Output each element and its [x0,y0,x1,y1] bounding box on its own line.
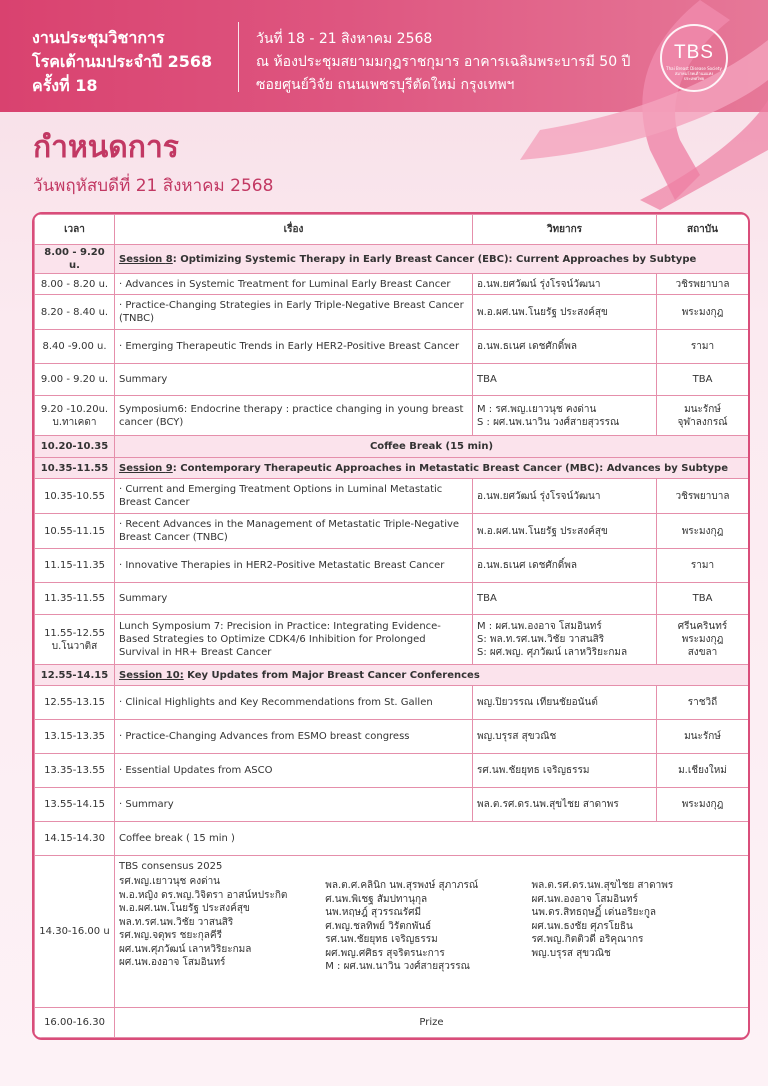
pink-ribbon-icon [500,0,768,210]
time-cell: 16.00-16.30 [35,1008,115,1038]
time-cell: 12.55-13.15 [35,686,115,720]
table-row [35,330,749,364]
event-address: ซอยศูนย์วิจัย ถนนเพชรบุรีตัดใหม่ กรุงเทพฯ [256,77,515,93]
speaker-cell: อ.นพ.ธเนศ เดชศักดิ์พล [473,549,657,583]
time-cell: 9.00 - 9.20 u. [35,364,115,396]
time-cell: 13.55-14.15 [35,788,115,822]
page-title: กำหนดการ [33,130,179,165]
speaker-cell: พ.อ.ผศ.นพ.โนยรัฐ ประสงค์สุข [473,514,657,549]
time-cell: 8.40 -9.00 u. [35,330,115,364]
time-cell: 10.55-11.15 [35,514,115,549]
consensus-column-1 [119,875,325,974]
topic-cell: · Current and Emerging Treatment Options in Luminal Metastatic Breast Cancer [115,479,473,514]
topic-cell: · Summary [115,788,473,822]
institution-cell: ราชวิถี [657,686,749,720]
table-row [35,549,749,583]
table-row [35,615,749,665]
break-row [35,436,749,458]
table-row [35,754,749,788]
institution-cell: มนะรักษ์ [657,720,749,754]
event-name-line2: โรคเต้านมประจำปี 2568 [32,52,213,71]
consensus-column-2 [325,875,531,974]
panel-member: พ.อ.หญิง ดร.พญ.วิจิตรา อาสน์หประกิต [119,889,288,901]
column-header-institution: สถาบัน [657,215,749,245]
speaker-cell: TBA [473,364,657,396]
event-name-line3: ครั้งที่ 18 [32,76,98,95]
time-cell: 10.20-10.35 [35,436,115,458]
time-cell: 11.55-12.55 บ.โนวาติส [35,615,115,665]
session-row [35,458,749,479]
table-row [35,364,749,396]
session-label: Session 9 [119,462,173,474]
page-subtitle: วันพฤหัสบดีที่ 21 สิงหาคม 2568 [33,176,274,196]
time-cell: 10.35-10.55 [35,479,115,514]
consensus-cell [115,856,749,1008]
session-row [35,665,749,686]
speaker-cell: พญ.บรุรส สุขวณิช [473,720,657,754]
table-row [35,788,749,822]
panel-member: รศ.นพ.ชัยยุทธ เจริญธรรม [325,934,438,945]
topic-cell: · Emerging Therapeutic Trends in Early HER2-Positive Breast Cancer [115,330,473,364]
institution-cell: มนะรักษ์ จุฬาลงกรณ์ [657,396,749,436]
consensus-row [35,856,749,1008]
panel-member: พญ.บรุรส สุขวณิช [531,947,611,959]
consensus-panel-list [119,873,744,974]
panel-member: ผศ.พญ.ศศิธร สุจริตรนะการ [325,947,445,959]
speaker-cell: M : รศ.พญ.เยาวนุช คงด่าน S : ผศ.นพ.นาวิน วงศ์สายสุวรรณ [473,396,657,436]
panel-member: ผศ.นพ.องอาจ โสมอินทร์ [119,957,226,968]
panel-member: M : ผศ.นพ.นาวิน วงศ์สายสุวรรณ [325,961,470,972]
event-name [32,26,232,98]
speaker-cell: พญ.ปิยวรรณ เทียนชัยอนันต์ [473,686,657,720]
consensus-title: TBS consensus 2025 [119,861,223,872]
institution-cell: พระมงกุฎ [657,514,749,549]
institution-cell: ศรีนครินทร์ พระมงกุฎ สงขลา [657,615,749,665]
panel-member: พล.ท.รศ.นพ.วิชัย วาสนสิริ [119,916,234,928]
time-cell: 8.00 - 9.20 u. [35,245,115,274]
table-row [35,720,749,754]
time-cell: 11.35-11.55 [35,583,115,615]
table-row [35,514,749,549]
speaker-cell: พ.อ.ผศ.นพ.โนยรัฐ ประสงค์สุข [473,295,657,330]
event-venue: ณ ห้องประชุมสยามมกุฎราชกุมาร อาคารเฉลิมพระบารมี 50 ปี [256,54,631,70]
speaker-cell: รศ.นพ.ชัยยุทธ เจริญธรรม [473,754,657,788]
sponsor-label: บ.ทาเคดา [52,416,97,428]
tbs-logo-text: TBS [674,42,714,63]
time-cell: 14.15-14.30 [35,822,115,856]
panel-member: พล.ต.รศ.ดร.นพ.สุขไชย สาดาพร [531,880,674,891]
institution-cell: พระมงกุฎ [657,295,749,330]
column-header-speaker: วิทยากร [473,215,657,245]
schedule-table [34,214,749,1038]
header-divider [238,22,239,92]
session-title: Session 8: Optimizing Systemic Therapy in Early Breast Cancer (EBC): Current Approaches by Subtype [115,245,749,274]
table-row [35,686,749,720]
institution-cell: รามา [657,549,749,583]
panel-member: รศ.พญ.เยาวนุช คงด่าน [119,876,221,887]
sponsor-label: บ.โนวาติส [51,640,98,652]
topic-cell: · Advances in Systemic Treatment for Luminal Early Breast Cancer [115,274,473,295]
table-row [35,1008,749,1038]
topic-cell: Symposium6: Endocrine therapy : practice changing in young breast cancer (BCY) [115,396,473,436]
table-row [35,274,749,295]
session-title: Session 9: Contemporary Therapeutic Approaches in Metastatic Breast Cancer (MBC): Advances by Subtype [115,458,749,479]
time-cell: 9.20 -10.20u. บ.ทาเคดา [35,396,115,436]
time-cell: 8.00 - 8.20 u. [35,274,115,295]
institution-cell: วชิรพยาบาล [657,274,749,295]
panel-member: ศ.นพ.พิเชฐ สัมปทานุกุล [325,893,428,905]
time-cell: 13.15-13.35 [35,720,115,754]
time-cell: 14.30-16.00 u [35,856,115,1008]
panel-member: รศ.พญ.กิตติวดี อริคุณากร [531,934,644,945]
break-cell: Coffee Break (15 min) [115,436,749,458]
consensus-column-3 [532,875,738,974]
institution-cell: ม.เชียงใหม่ [657,754,749,788]
session-row [35,245,749,274]
panel-member: พล.ต.ศ.คลินิก นพ.สุรพงษ์ สุภาภรณ์ [325,880,479,891]
column-header-time: เวลา [35,215,115,245]
column-header-topic: เรื่อง [115,215,473,245]
speaker-cell: อ.นพ.ยศวัฒน์ รุ่งโรจน์วัฒนา [473,274,657,295]
table-header-row [35,215,749,245]
panel-member: ศ.พญ.ชลทิพย์ วิรัตกพันธ์ [325,920,432,932]
speaker-cell: อ.นพ.ยศวัฒน์ รุ่งโรจน์วัฒนา [473,479,657,514]
institution-cell: TBA [657,364,749,396]
tbs-logo [660,24,728,92]
panel-member: รศ.พญ.จดุพร ชยะกุลคีรี [119,930,222,941]
topic-cell: · Practice-Changing Strategies in Early Triple-Negative Breast Cancer (TNBC) [115,295,473,330]
session-label: Session 10: [119,669,184,681]
session-label: Session 8 [119,253,173,265]
time-cell: 12.55-14.15 [35,665,115,686]
prize-cell: Prize [115,1008,749,1038]
time-cell: 11.15-11.35 [35,549,115,583]
break-cell: Coffee break ( 15 min ) [115,822,749,856]
panel-member: ผศ.นพ.ธงชัย ศุภรโยธิน [531,920,633,932]
time-cell: 10.35-11.55 [35,458,115,479]
speaker-cell: อ.นพ.ธเนศ เดชศักดิ์พล [473,330,657,364]
panel-member: นพ.หฤษฎ์ สุวรรณรัศมี [325,907,422,918]
institution-cell: TBA [657,583,749,615]
table-row [35,295,749,330]
topic-cell: Summary [115,364,473,396]
break-row [35,822,749,856]
table-row [35,396,749,436]
panel-member: ผศ.นพ.องอาจ โสมอินทร์ [531,893,638,905]
tbs-logo-subtext: Thai Breast Disease Society สมาคมโรคเต้านมแห่งประเทศไทย [666,66,722,81]
topic-cell: · Recent Advances in the Management of Metastatic Triple-Negative Breast Cancer (TNBC) [115,514,473,549]
table-row [35,583,749,615]
topic-cell: · Innovative Therapies in HER2-Positive Metastatic Breast Cancer [115,549,473,583]
topic-cell: Lunch Symposium 7: Precision in Practice: Integrating Evidence-Based Strategies to Optimize CDK4/6 Inhibition for Prolonged Survival in HR+ Breast Cancer [115,615,473,665]
session-title: Session 10: Key Updates from Major Breast Cancer Conferences [115,665,749,686]
topic-cell: · Clinical Highlights and Key Recommendations from St. Gallen [115,686,473,720]
panel-member: นพ.ดร.สิทธฤษฏิ์ เด่นอริยะกูล [531,907,657,918]
panel-member: พ.อ.ผศ.นพ.โนยรัฐ ประสงค์สุข [119,903,250,914]
institution-cell: รามา [657,330,749,364]
table-row [35,479,749,514]
event-name-line1: งานประชุมวิชาการ [32,28,165,47]
schedule-table-frame [32,212,750,1040]
time-cell: 13.35-13.55 [35,754,115,788]
speaker-cell: M : ผศ.นพ.องอาจ โสมอินทร์ S: พล.ท.รศ.นพ.วิชัย วาสนสิริ S: ผศ.พญ. ศุภวัฒน์ เลาหวิริยะกมล [473,615,657,665]
speaker-cell: พล.ต.รศ.ดร.นพ.สุขไชย สาดาพร [473,788,657,822]
institution-cell: พระมงกุฎ [657,788,749,822]
panel-member: ผศ.นพ.ศุภวัฒน์ เลาหวิริยะกมล [119,943,252,955]
topic-cell: · Practice-Changing Advances from ESMO breast congress [115,720,473,754]
event-date: วันที่ 18 - 21 สิงหาคม 2568 [256,31,433,47]
topic-cell: · Essential Updates from ASCO [115,754,473,788]
speaker-cell: TBA [473,583,657,615]
institution-cell: วชิรพยาบาล [657,479,749,514]
topic-cell: Summary [115,583,473,615]
time-cell: 8.20 - 8.40 u. [35,295,115,330]
